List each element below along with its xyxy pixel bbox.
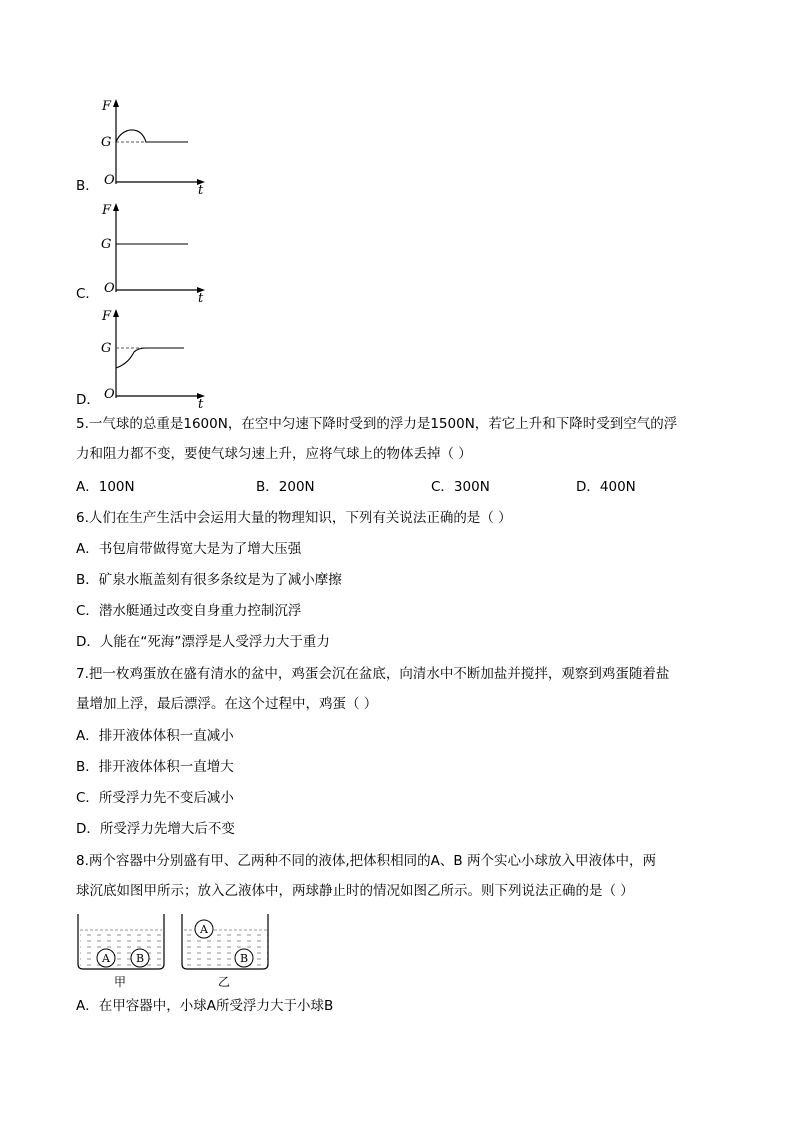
q7-option-d: D．所受浮力先增大后不变: [76, 821, 235, 837]
q5-option-d: D．400N: [576, 479, 636, 495]
q6-option-d: D．人能在“死海”漂浮是人受浮力大于重力: [76, 634, 330, 650]
graph-c-label-o: O: [104, 281, 115, 296]
graph-c-letter: C．: [76, 286, 99, 302]
q7-stem-line1: 7.把一枚鸡蛋放在盛有清水的盆中，鸡蛋会沉在盆底，向清水中不断加盐并搅拌，观察到鸡蛋随着盐: [76, 666, 670, 682]
graph-b-axis-f: F: [102, 99, 112, 114]
q6-option-a: A．书包肩带做得宽大是为了增大压强: [76, 541, 302, 557]
q6-option-c: C．潜水艇通过改变自身重力控制沉浮: [76, 603, 302, 619]
graph-b: [76, 96, 216, 196]
q7-option-b: B．排开液体体积一直增大: [76, 759, 234, 775]
q6-stem: 6.人们在生产生活中会运用大量的物理知识，下列有关说法正确的是（ ）: [76, 510, 512, 526]
graph-d-label-o: O: [104, 387, 115, 402]
graph-d-label-g: G: [101, 341, 112, 356]
q5-stem-line2: 力和阻力都不变，要使气球匀速上升，应将气球上的物体丢掉（ ）: [76, 446, 472, 462]
q5-stem-line1: 5.一气球的总重是1600N，在空中匀速下降时受到的浮力是1500N，若它上升和下降时受到空气的浮: [76, 416, 678, 432]
graph-d-plot: [76, 306, 216, 410]
graph-c: [76, 200, 216, 304]
q5-option-c: C．300N: [431, 479, 490, 495]
graph-b-plot: [76, 96, 216, 196]
q8-stem-line2: 球沉底如图甲所示；放入乙液体中，两球静止时的情况如图乙所示。则下列说法正确的是（ ）: [76, 883, 634, 899]
q8-ball-b-right: B: [240, 952, 249, 965]
q8-ball-b-left: B: [136, 952, 145, 965]
q7-option-a: A．排开液体体积一直减小: [76, 728, 234, 744]
q8-figure: [76, 908, 276, 992]
q5-option-b: B．200N: [256, 479, 315, 495]
q5-option-a: A．100N: [76, 479, 135, 495]
graph-b-label-o: O: [104, 173, 115, 188]
q8-ball-a-right: A: [200, 923, 208, 936]
graph-c-label-g: G: [101, 237, 112, 252]
graph-c-axis-t: t: [198, 291, 204, 304]
q7-option-c: C．所受浮力先不变后减小: [76, 790, 234, 806]
graph-d-letter: D．: [76, 392, 100, 408]
graph-c-plot: [76, 200, 216, 304]
graph-c-axis-f: F: [102, 203, 112, 218]
graph-d-axis-t: t: [198, 397, 204, 410]
q6-option-b: B．矿泉水瓶盖刻有很多条纹是为了减小摩擦: [76, 572, 342, 588]
q8-containers: [76, 908, 276, 992]
q8-label-jia: 甲: [114, 975, 127, 989]
graph-d-axis-f: F: [102, 309, 112, 324]
graph-d: [76, 306, 216, 410]
q8-stem-line1: 8.两个容器中分别盛有甲、乙两种不同的液体,把体积相同的A、B 两个实心小球放入甲液体中，两: [76, 853, 656, 869]
q7-stem-line2: 量增加上浮，最后漂浮。在这个过程中，鸡蛋（ ）: [76, 696, 378, 712]
q8-option-a: A．在甲容器中，小球A所受浮力大于小球B: [76, 998, 334, 1014]
graph-b-label-g: G: [101, 135, 112, 150]
graph-b-letter: B．: [76, 178, 99, 194]
graph-b-axis-t: t: [198, 183, 204, 196]
q8-label-yi: 乙: [218, 975, 231, 989]
q8-ball-a-left: A: [102, 952, 110, 965]
